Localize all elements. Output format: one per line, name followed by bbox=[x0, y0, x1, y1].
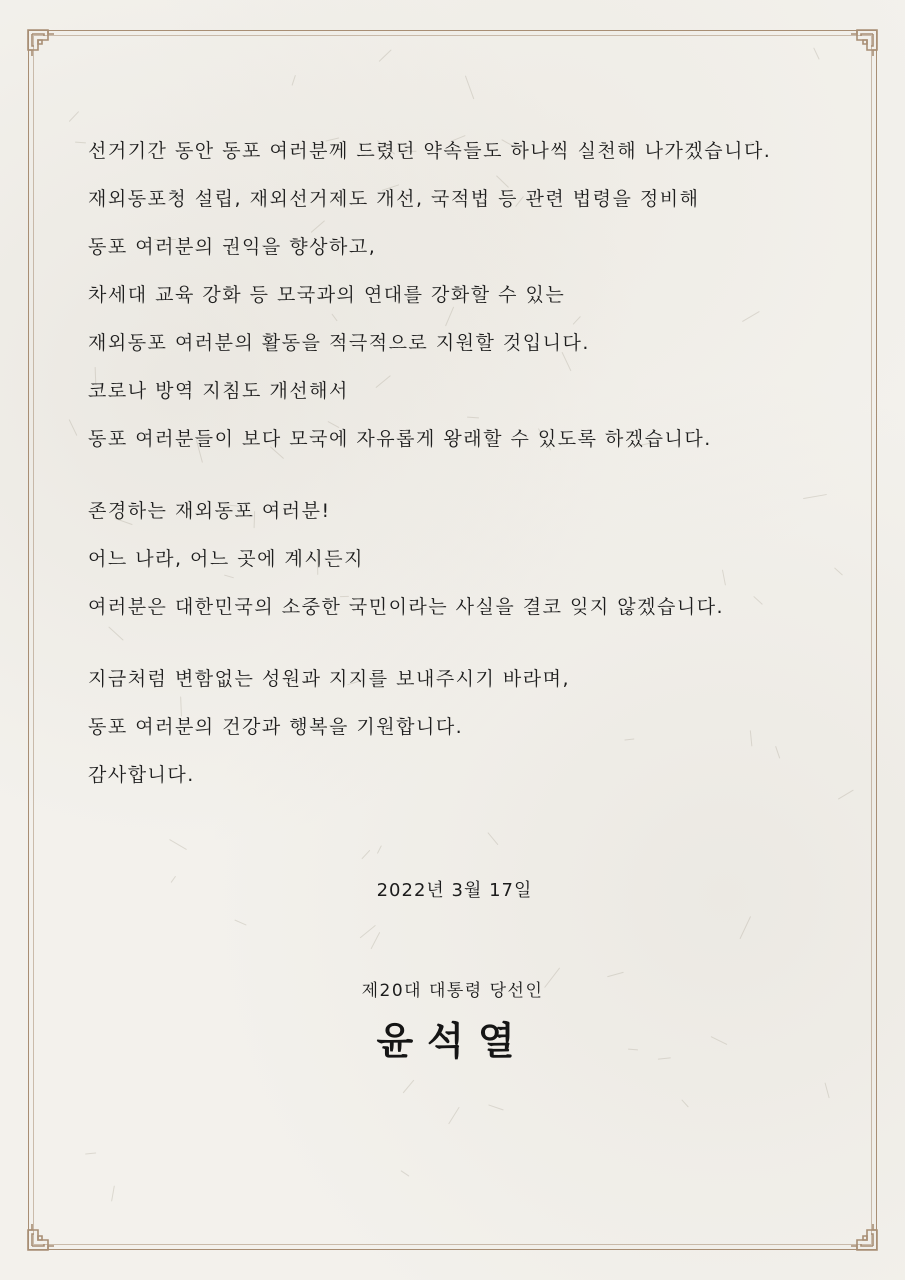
paragraph-3 bbox=[88, 655, 828, 799]
letter-line: 차세대 교육 강화 등 모국과의 연대를 강화할 수 있는 bbox=[88, 284, 566, 306]
letter-date: 2022년 3월 17일 bbox=[376, 880, 533, 901]
sender-signature: 윤석열 bbox=[376, 1018, 529, 1063]
corner-ornament-icon bbox=[843, 28, 879, 64]
letter-line: 여러분은 대한민국의 소중한 국민이라는 사실을 결코 잊지 않겠습니다. bbox=[88, 596, 725, 618]
letter-line: 재외동포 여러분의 활동을 적극적으로 지원할 것입니다. bbox=[88, 332, 590, 354]
letter-line: 지금처럼 변함없는 성원과 지지를 보내주시기 바라며, bbox=[88, 668, 571, 690]
letter-line: 코로나 방역 지침도 개선해서 bbox=[88, 380, 349, 402]
letter-line: 동포 여러분의 건강과 행복을 기원합니다. bbox=[88, 716, 464, 738]
letter-line: 재외동포청 설립, 재외선거제도 개선, 국적법 등 관련 법령을 정비해 bbox=[88, 188, 700, 210]
paragraph-1 bbox=[88, 127, 828, 463]
corner-ornament-icon bbox=[26, 28, 62, 64]
corner-ornament-icon bbox=[26, 1216, 62, 1252]
letter-line: 존경하는 재외동포 여러분! bbox=[88, 500, 331, 522]
letter-line: 감사합니다. bbox=[88, 764, 195, 786]
corner-ornament-icon bbox=[843, 1216, 879, 1252]
paragraph-gap bbox=[88, 631, 828, 655]
letter-line: 선거기간 동안 동포 여러분께 드렸던 약속들도 하나씩 실천해 나가겠습니다. bbox=[88, 140, 772, 162]
paragraph-gap bbox=[88, 463, 828, 487]
sender-title: 제20대 대통령 당선인 bbox=[361, 981, 544, 1001]
letter-body bbox=[88, 127, 828, 799]
letter-line: 어느 나라, 어느 곳에 계시든지 bbox=[88, 548, 364, 570]
letter-line: 동포 여러분의 권익을 향상하고, bbox=[88, 236, 377, 258]
paragraph-2 bbox=[88, 487, 828, 631]
letter-line: 동포 여러분들이 보다 모국에 자유롭게 왕래할 수 있도록 하겠습니다. bbox=[88, 428, 712, 450]
